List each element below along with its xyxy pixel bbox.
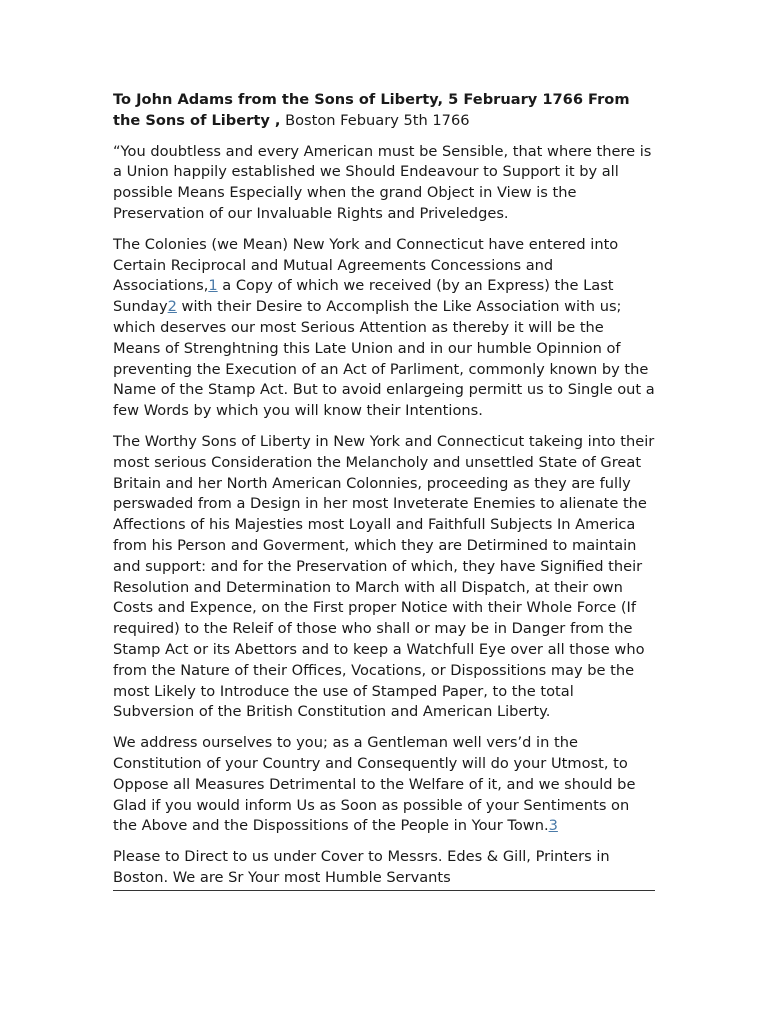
footnote-link-2[interactable]: 2 [167,298,177,316]
paragraph-2-part-1: The Colonies (we Mean) New York and Connecticut have entered into Certain Reciprocal and Mutual Agreements Concessions and Associations, [113,235,619,295]
document-heading [113,90,655,132]
paragraph-2-part-3: with their Desire to Accomplish the Like Association with us; which deserves our most Serious Attention as thereby it will be the Means of Strenghtning this Late Union and in our humble Opinnion of preventing the Execution of an Act of Parliment, commonly known by the Name of the Stamp Act. But to avoid enlargeing permitt us to Single out a few Words by which you will know their Intentions. [113,298,655,420]
paragraph-1: “You doubtless and every American must be Sensible, that where there is a Union happily established we Should Endeavour to Support it by all possible Means Especially when the grand Object in View is the Preservation of our Invaluable Rights and Priveledges. [113,142,652,222]
document-body [113,90,655,891]
footnote-link-1[interactable]: 1 [208,277,218,295]
divider-rule [113,890,655,891]
heading-dateline: Boston Febuary 5th 1766 [285,111,470,129]
paragraph-4-text: We address ourselves to you; as a Gentleman well vers’d in the Constitution of your Country and Consequently will do your Utmost, to Oppose all Measures Detrimental to the Welfare of it, and we should be Glad if you would inform Us as Soon as possible of your Sentiments on the Above and the Dispossitions of the People in Your Town. [113,734,636,835]
paragraph-3: The Worthy Sons of Liberty in New York and Connecticut takeing into their most serious Consideration the Melancholy and unsettled State of Great Britain and her North American Colonnies, proceeding as they are fully perswaded from a Design in her most Inveterate Enemies to alienate the Affections of his Majesties most Loyall and Faithfull Subjects In America from his Person and Goverment, which they are Detirmined to maintain and support: and for the Preservation of which, they have Signified their Resolution and Determination to March with all Dispatch, at their own Costs and Expence, on the First proper Notice with their Whole Force (If required) to the Releif of those who shall or may be in Danger from the Stamp Act or its Abettors and to keep a Watchfull Eye over all those who from the Nature of their Offices, Vocations, or Dispossitions may be the most Likely to Introduce the use of Stamped Paper, to the total Subversion of the British Constitution and American Liberty. [113,432,655,721]
paragraph-5: Please to Direct to us under Cover to Messrs. Edes & Gill, Printers in Boston. We are Sr Your most Humble Servants [113,848,610,886]
paragraph-2-part-2: a Copy of which we received (by an Express) the Last Sunday [113,277,614,316]
footnote-link-3[interactable]: 3 [548,817,558,835]
paragraph-2 [113,235,655,422]
heading-title: To John Adams from the Sons of Liberty, 5 February 1766 From the Sons of Liberty , [113,91,630,129]
paragraph-4 [113,733,655,837]
